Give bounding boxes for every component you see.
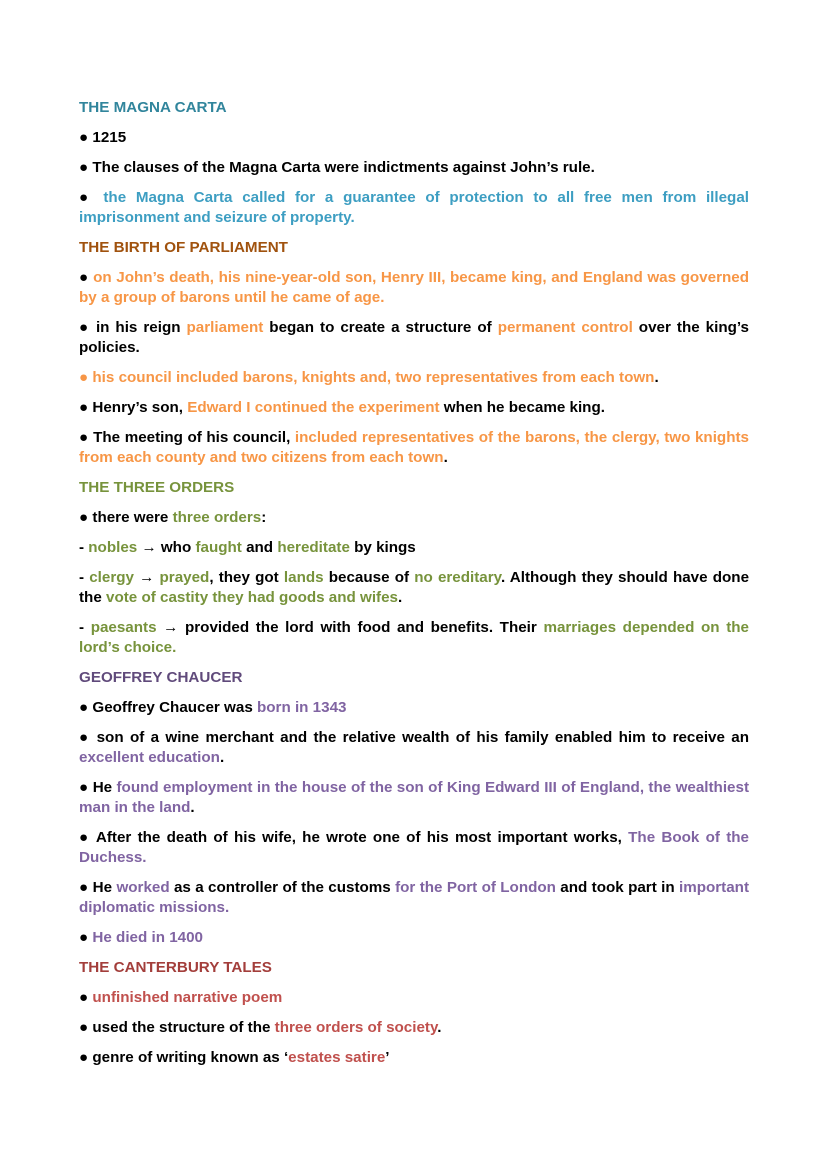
text-run: He died in 1400 bbox=[92, 929, 203, 946]
text-run: → bbox=[133, 569, 160, 586]
text-run: and bbox=[241, 539, 278, 556]
text-run: estates satire bbox=[288, 1049, 386, 1066]
text-run: ● bbox=[79, 269, 94, 286]
text-run: ● Henry’s son, bbox=[79, 399, 188, 416]
section-heading: THE CANTERBURY TALES bbox=[79, 959, 272, 976]
text-run: ’ bbox=[385, 1049, 390, 1066]
bullet-item bbox=[79, 878, 749, 918]
text-run: : bbox=[261, 509, 267, 526]
text-run: . bbox=[219, 749, 225, 766]
text-run: → who bbox=[137, 539, 196, 556]
section-heading: THE BIRTH OF PARLIAMENT bbox=[79, 239, 288, 256]
text-run: began to create a structure of bbox=[263, 319, 498, 336]
text-run: nobles bbox=[88, 539, 138, 556]
bullet-item bbox=[79, 728, 749, 768]
text-run: ● bbox=[79, 929, 93, 946]
text-run: ● bbox=[79, 189, 104, 206]
text-run: lands bbox=[283, 569, 324, 586]
text-run: worked bbox=[116, 879, 170, 896]
bullet-item bbox=[79, 158, 749, 178]
bullet-item bbox=[79, 188, 749, 228]
dash-item bbox=[79, 618, 749, 658]
text-run: ● The clauses of the Magna Carta were indictments against John’s rule. bbox=[79, 159, 595, 176]
text-run: - bbox=[79, 539, 89, 556]
section-three-orders bbox=[79, 478, 749, 658]
text-run: his council included barons, knights and, two representatives from each town bbox=[92, 369, 655, 386]
section-heading: THE THREE ORDERS bbox=[79, 479, 235, 496]
text-run: excellent education bbox=[79, 749, 220, 766]
bullet-item bbox=[79, 828, 749, 868]
text-run: ● bbox=[79, 369, 93, 386]
bullet-item bbox=[79, 508, 749, 528]
text-run: marriages depended on the lord’s choice. bbox=[79, 619, 749, 656]
bullet-item bbox=[79, 1048, 749, 1068]
text-run: prayed bbox=[159, 569, 210, 586]
text-run: clergy bbox=[89, 569, 134, 586]
text-run: when he became king. bbox=[439, 399, 605, 416]
text-run: ● son of a wine merchant and the relative wealth of his family enabled him to receive an bbox=[79, 729, 749, 746]
dash-item bbox=[79, 538, 749, 558]
text-run: included representatives of the barons, the clergy, two knights from each county and two citizens from each town bbox=[79, 429, 749, 466]
text-run: Edward I continued the experiment bbox=[187, 399, 440, 416]
section-geoffrey-chaucer bbox=[79, 668, 749, 948]
text-run: parliament bbox=[186, 319, 264, 336]
text-run: and took part in bbox=[555, 879, 679, 896]
text-run: . bbox=[398, 589, 403, 606]
text-run: born in 1343 bbox=[257, 699, 347, 716]
bullet-item bbox=[79, 398, 749, 418]
text-run: because of bbox=[323, 569, 415, 586]
text-run: unfinished narrative poem bbox=[92, 989, 283, 1006]
bullet-item bbox=[79, 428, 749, 468]
text-run: ● bbox=[79, 989, 93, 1006]
text-run: by kings bbox=[349, 539, 416, 556]
notes-body bbox=[79, 98, 749, 1078]
text-run: ● genre of writing known as ‘ bbox=[79, 1049, 289, 1066]
text-run: vote of castity they had goods and wifes bbox=[106, 589, 399, 606]
bullet-item bbox=[79, 928, 749, 948]
text-run: paesants bbox=[90, 619, 157, 636]
text-run: ● there were bbox=[79, 509, 173, 526]
text-run: over the king’s policies. bbox=[79, 319, 749, 356]
text-run: The Book of the Duchess. bbox=[79, 829, 749, 866]
section-magna-carta bbox=[79, 98, 749, 228]
bullet-item bbox=[79, 268, 749, 308]
text-run: as a controller of the customs bbox=[169, 879, 396, 896]
text-run: ● Geoffrey Chaucer was bbox=[79, 699, 257, 716]
section-heading: GEOFFREY CHAUCER bbox=[79, 669, 243, 686]
text-run: permanent control bbox=[497, 319, 633, 336]
bullet-item bbox=[79, 368, 749, 388]
bullet-item bbox=[79, 778, 749, 818]
text-run: for the Port of London bbox=[395, 879, 556, 896]
text-run: ● He bbox=[79, 779, 117, 796]
text-run: . Although they should have done the bbox=[79, 569, 750, 606]
text-run: ● The meeting of his council, bbox=[79, 429, 295, 446]
text-run: , they got bbox=[209, 569, 284, 586]
text-run: ● in his reign bbox=[79, 319, 187, 336]
text-run: three orders bbox=[172, 509, 262, 526]
bullet-item bbox=[79, 318, 749, 358]
text-run: no ereditary bbox=[414, 569, 501, 586]
text-run: three orders of society bbox=[274, 1019, 438, 1036]
bullet-item bbox=[79, 1018, 749, 1038]
text-run: → provided the lord with food and benefits. Their bbox=[156, 619, 544, 636]
text-run: ● used the structure of the bbox=[79, 1019, 275, 1036]
bullet-item bbox=[79, 698, 749, 718]
text-run: ● After the death of his wife, he wrote one of his most important works, bbox=[79, 829, 629, 846]
text-run: - bbox=[79, 569, 90, 586]
bullet-item bbox=[79, 128, 749, 148]
text-run: . bbox=[654, 369, 659, 386]
text-run: . bbox=[437, 1019, 442, 1036]
text-run: - bbox=[79, 619, 91, 636]
bullet-item bbox=[79, 988, 749, 1008]
section-heading: THE MAGNA CARTA bbox=[79, 99, 227, 116]
section-canterbury-tales bbox=[79, 958, 749, 1068]
text-run: faught bbox=[195, 539, 242, 556]
text-run: ● He bbox=[79, 879, 117, 896]
text-run: on John’s death, his nine-year-old son, Henry III, became king, and England was governed by a group of barons until he came of age. bbox=[79, 269, 749, 306]
text-run: hereditate bbox=[277, 539, 350, 556]
text-run: the Magna Carta called for a guarantee of protection to all free men from illegal imprisonment and seizure of property. bbox=[79, 189, 749, 226]
text-run: . bbox=[190, 799, 195, 816]
section-birth-of-parliament bbox=[79, 238, 749, 468]
dash-item bbox=[79, 568, 749, 608]
text-run: important diplomatic missions. bbox=[79, 879, 750, 916]
text-run: . bbox=[443, 449, 448, 466]
text-run: found employment in the house of the son of King Edward III of England, the wealthiest man in the land bbox=[79, 779, 750, 816]
text-run: ● 1215 bbox=[79, 129, 127, 146]
